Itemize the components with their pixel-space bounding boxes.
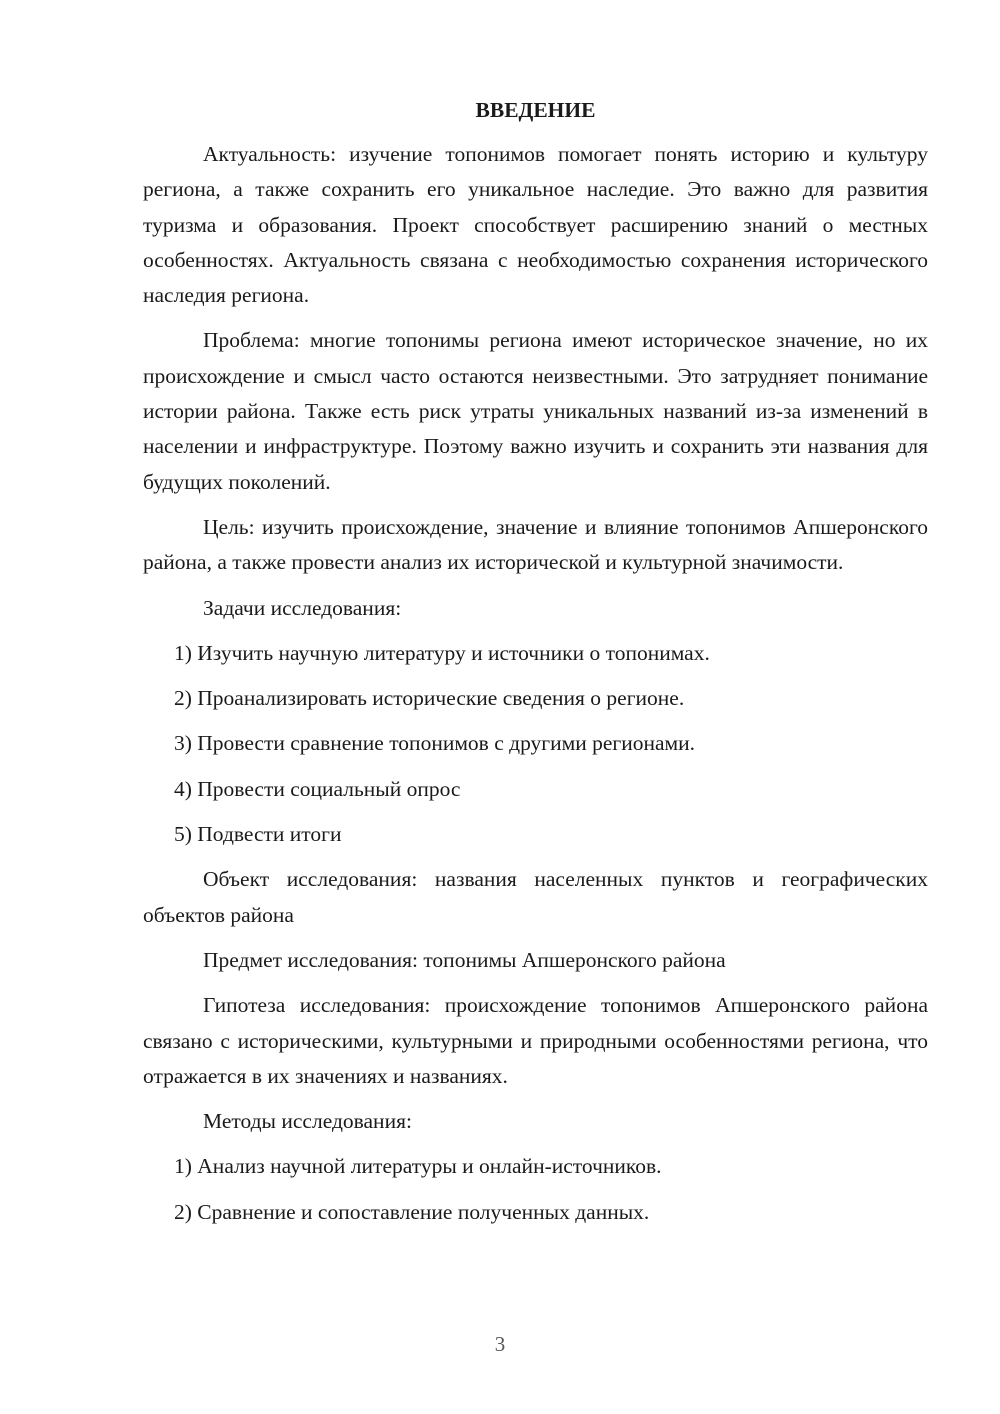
problem-paragraph: Проблема: многие топонимы региона имеют историческое значение, но их происхождение и смысл часто остаются неизвестными. Это затрудняет понимание истории района. Также есть риск утраты уникальных названий из-за изменений в населении и инфраструктуре. Поэтому важно изучить и сохранить эти названия для будущих поколений. — [143, 328, 928, 494]
page-number: 3 — [494, 1332, 506, 1356]
tasks-list — [143, 636, 928, 852]
task-item: 1) Изучить научную литературу и источники о топонимах. — [174, 640, 710, 665]
task-item: 5) Подвести итоги — [174, 822, 342, 847]
hypothesis-paragraph: Гипотеза исследования: происхождение топонимов Апшеронского района связано с историческими, культурными и природными особенностями региона, что отражается в их значениях и названиях. — [143, 993, 928, 1088]
goal-paragraph: Цель: изучить происхождение, значение и влияние топонимов Апшеронского района, а также провести анализ их исторической и культурной значимости. — [143, 514, 928, 575]
relevance-paragraph: Актуальность: изучение топонимов помогает понять историю и культуру региона, а также сохранить его уникальное наследие. Это важно для развития туризма и образования. Проект способствует расширению знаний о местных особенностях. Актуальность связана с необходимостью сохранения исторического наследия региона. — [143, 142, 928, 308]
task-item: 3) Провести сравнение топонимов с другими регионами. — [174, 731, 695, 756]
subject-paragraph: Предмет исследования: топонимы Апшеронского района — [203, 947, 726, 972]
tasks-heading: Задачи исследования: — [203, 595, 402, 620]
section-title: ВВЕДЕНИЕ — [475, 98, 596, 122]
task-item: 2) Проанализировать исторические сведения о регионе. — [174, 686, 685, 711]
method-item: 2) Сравнение и сопоставление полученных данных. — [174, 1199, 650, 1224]
object-paragraph: Объект исследования: названия населенных пунктов и географических объектов района — [143, 867, 928, 927]
document-page — [143, 95, 928, 1240]
methods-list — [143, 1149, 928, 1230]
methods-heading: Методы исследования: — [203, 1109, 412, 1134]
method-item: 1) Анализ научной литературы и онлайн-источников. — [174, 1154, 662, 1179]
task-item: 4) Провести социальный опрос — [174, 776, 461, 801]
